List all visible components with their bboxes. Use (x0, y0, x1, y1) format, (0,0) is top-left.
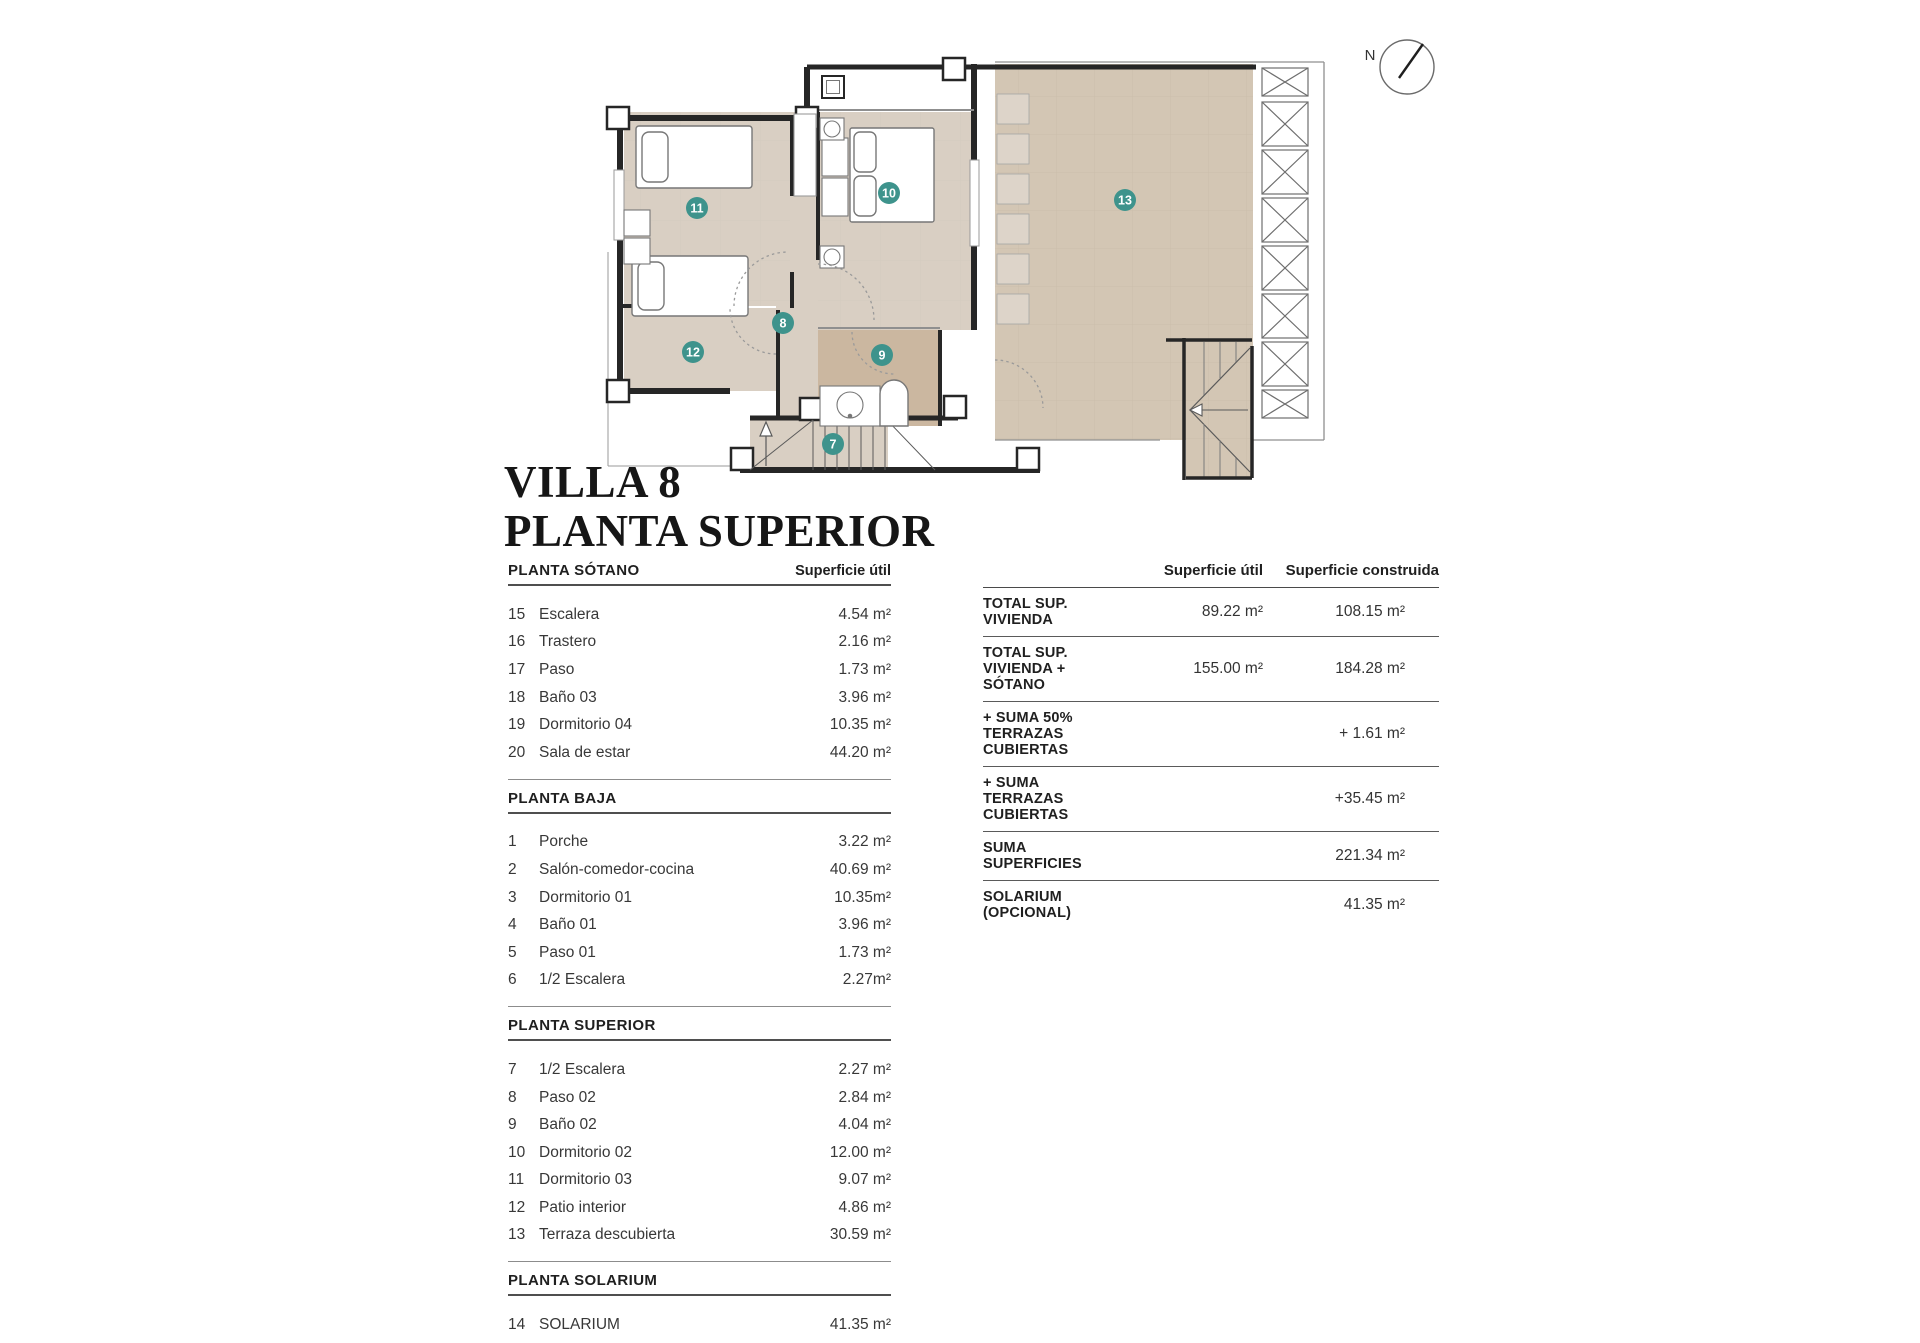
summary-table (983, 562, 1439, 929)
row-room-name: Baño 02 (539, 1116, 597, 1134)
summary-row-label: TOTAL SUP. VIVIENDA + SÓTANO (983, 645, 1068, 693)
room-badge (822, 433, 844, 455)
row-area-value: 1.73 m² (838, 943, 891, 961)
area-table-section (508, 1006, 891, 1253)
row-area-value: 12.00 m² (829, 1143, 891, 1161)
row-number: 19 (508, 716, 526, 734)
table-row (508, 629, 891, 657)
row-area-value: 3.96 m² (838, 688, 891, 706)
section-header (508, 562, 891, 586)
row-number: 18 (508, 688, 526, 706)
row-area-value: 3.22 m² (838, 833, 891, 851)
section-rows (508, 1296, 891, 1343)
table-row (508, 1222, 891, 1250)
room-badge (1114, 189, 1136, 211)
summary-row-construida-value: 108.15 m² (1335, 603, 1405, 620)
row-number: 12 (508, 1198, 526, 1216)
summary-row-label: + SUMA 50% TERRAZAS CUBIERTAS (983, 710, 1073, 758)
row-room-name: Patio interior (539, 1198, 627, 1216)
section-header (508, 1017, 891, 1041)
svg-text:10: 10 (882, 186, 896, 201)
double-bed-icon (850, 128, 934, 222)
row-room-name: Sala de estar (539, 743, 631, 761)
closet-icon (794, 114, 816, 196)
summary-row (983, 588, 1439, 637)
row-number: 11 (508, 1171, 525, 1189)
area-table-section (508, 562, 891, 771)
title-floor: PLANTA SUPERIOR (504, 506, 935, 556)
section-value-header: Superficie útil (795, 563, 891, 579)
summary-row-label: TOTAL SUP. VIVIENDA (983, 596, 1068, 628)
row-area-value: 41.35 m² (829, 1316, 891, 1334)
table-row (508, 884, 891, 912)
row-area-value: 1.73 m² (838, 660, 891, 678)
row-number: 8 (508, 1088, 517, 1106)
row-area-value: 44.20 m² (829, 743, 891, 761)
svg-text:12: 12 (686, 345, 700, 360)
summary-header-construida: Superficie construida (1285, 562, 1439, 579)
row-number: 17 (508, 660, 526, 678)
title-villa: VILLA 8 (504, 457, 682, 507)
row-room-name: Paso 02 (539, 1088, 596, 1106)
row-number: 7 (508, 1060, 517, 1078)
nightstand-icon (820, 118, 844, 140)
row-area-value: 10.35 m² (829, 716, 891, 734)
section-title: PLANTA BAJA (508, 789, 617, 807)
svg-text:7: 7 (829, 437, 837, 452)
toilet-icon (880, 380, 908, 426)
row-room-name: SOLARIUM (539, 1316, 620, 1334)
row-room-name: Porche (539, 833, 589, 851)
svg-text:11: 11 (690, 201, 704, 216)
row-number: 20 (508, 743, 526, 761)
single-bed-icon (636, 126, 752, 188)
row-room-name: Baño 03 (539, 688, 597, 706)
table-row (508, 1139, 891, 1167)
summary-header (983, 562, 1439, 588)
row-area-value: 2.27m² (842, 971, 891, 989)
row-area-value: 9.07 m² (838, 1171, 891, 1189)
row-room-name: Baño 01 (539, 916, 597, 934)
table-row (508, 1167, 891, 1195)
row-number: 9 (508, 1116, 517, 1134)
summary-row-label: + SUMA TERRAZAS CUBIERTAS (983, 775, 1069, 823)
summary-row-construida-value: 184.28 m² (1335, 660, 1405, 677)
section-rows (508, 586, 891, 771)
row-area-value: 2.16 m² (838, 633, 891, 651)
room-badge (686, 197, 708, 219)
table-row (508, 1111, 891, 1139)
row-room-name: 1/2 Escalera (539, 1060, 626, 1078)
north-label: N (1364, 47, 1376, 64)
room-badge (878, 182, 900, 204)
summary-header-spacer (983, 562, 1109, 579)
section-rows (508, 1041, 891, 1253)
row-area-value: 4.04 m² (838, 1116, 891, 1134)
row-area-value: 4.86 m² (838, 1198, 891, 1216)
room-badge (682, 341, 704, 363)
row-area-value: 2.84 m² (838, 1088, 891, 1106)
area-table-section (508, 779, 891, 999)
vent-icon (822, 76, 844, 98)
row-area-value: 10.35m² (834, 888, 891, 906)
wardrobe-icon (822, 138, 848, 176)
summary-row (983, 832, 1439, 881)
table-row (508, 684, 891, 712)
row-room-name: Trastero (539, 633, 597, 651)
section-title: PLANTA SUPERIOR (508, 1017, 656, 1035)
table-row (508, 829, 891, 857)
north-needle (1399, 44, 1423, 78)
row-number: 2 (508, 860, 517, 878)
row-area-value: 4.54 m² (838, 605, 891, 623)
summary-row-util-value: 89.22 m² (1201, 603, 1263, 620)
table-row (508, 967, 891, 995)
row-room-name: Paso (539, 660, 575, 678)
table-row (508, 1084, 891, 1112)
row-room-name: 1/2 Escalera (539, 971, 626, 989)
shelf-icon (624, 210, 650, 236)
row-area-value: 40.69 m² (829, 860, 891, 878)
summary-rows (983, 588, 1439, 929)
floor-plan (600, 20, 1490, 510)
table-row (508, 601, 891, 629)
shelf-icon (624, 238, 650, 264)
summary-row-construida-value: 41.35 m² (1343, 896, 1405, 913)
table-row (508, 911, 891, 939)
section-header (508, 1272, 891, 1296)
section-header (508, 790, 891, 814)
row-room-name: Escalera (539, 605, 600, 623)
row-area-value: 30.59 m² (829, 1226, 891, 1244)
row-number: 10 (508, 1143, 526, 1161)
summary-row (983, 637, 1439, 702)
summary-row-label: SUMA SUPERFICIES (983, 840, 1082, 872)
summary-row (983, 702, 1439, 767)
table-row (508, 1056, 891, 1084)
section-title: PLANTA SÓTANO (508, 562, 640, 579)
row-room-name: Dormitorio 02 (539, 1143, 633, 1161)
area-table (508, 562, 891, 1343)
room-badge (871, 344, 893, 366)
summary-row (983, 767, 1439, 832)
row-room-name: Salón-comedor-cocina (539, 860, 695, 878)
row-number: 15 (508, 605, 526, 623)
summary-row-construida-value: +35.45 m² (1334, 790, 1405, 807)
row-number: 14 (508, 1316, 526, 1334)
wardrobe-icon (822, 178, 848, 216)
summary-row-label: SOLARIUM (OPCIONAL) (983, 889, 1072, 921)
svg-text:9: 9 (878, 348, 886, 363)
single-bed-icon (632, 256, 748, 316)
table-row (508, 856, 891, 884)
area-table-section (508, 1261, 891, 1343)
table-row (508, 656, 891, 684)
pergola-lattice (1262, 68, 1308, 418)
sink-icon (820, 386, 880, 426)
row-number: 13 (508, 1226, 526, 1244)
summary-row-construida-value: 221.34 m² (1335, 847, 1405, 864)
row-room-name: Terraza descubierta (539, 1226, 676, 1244)
section-rows (508, 814, 891, 999)
row-number: 3 (508, 888, 517, 906)
row-number: 6 (508, 971, 517, 989)
summary-header-util: Superficie útil (1163, 562, 1263, 579)
section-title: PLANTA SOLARIUM (508, 1272, 658, 1290)
row-room-name: Paso 01 (539, 943, 596, 961)
room-badge (772, 312, 794, 334)
row-room-name: Dormitorio 01 (539, 888, 633, 906)
summary-row-util-value: 155.00 m² (1193, 660, 1263, 677)
summary-row-construida-value: + 1.61 m² (1339, 725, 1405, 742)
svg-text:13: 13 (1118, 193, 1132, 208)
row-number: 16 (508, 633, 526, 651)
compass-icon (1365, 40, 1434, 94)
table-row (508, 711, 891, 739)
page-title (504, 458, 934, 556)
table-row (508, 1311, 891, 1339)
table-row (508, 739, 891, 767)
row-number: 1 (508, 833, 517, 851)
row-room-name: Dormitorio 03 (539, 1171, 633, 1189)
row-number: 4 (508, 916, 517, 934)
table-row (508, 1194, 891, 1222)
row-area-value: 3.96 m² (838, 916, 891, 934)
summary-row (983, 881, 1439, 929)
floor-plan-svg (600, 20, 1490, 510)
row-area-value: 2.27 m² (838, 1060, 891, 1078)
row-room-name: Dormitorio 04 (539, 716, 633, 734)
svg-text:8: 8 (779, 316, 787, 331)
row-number: 5 (508, 943, 517, 961)
table-row (508, 939, 891, 967)
